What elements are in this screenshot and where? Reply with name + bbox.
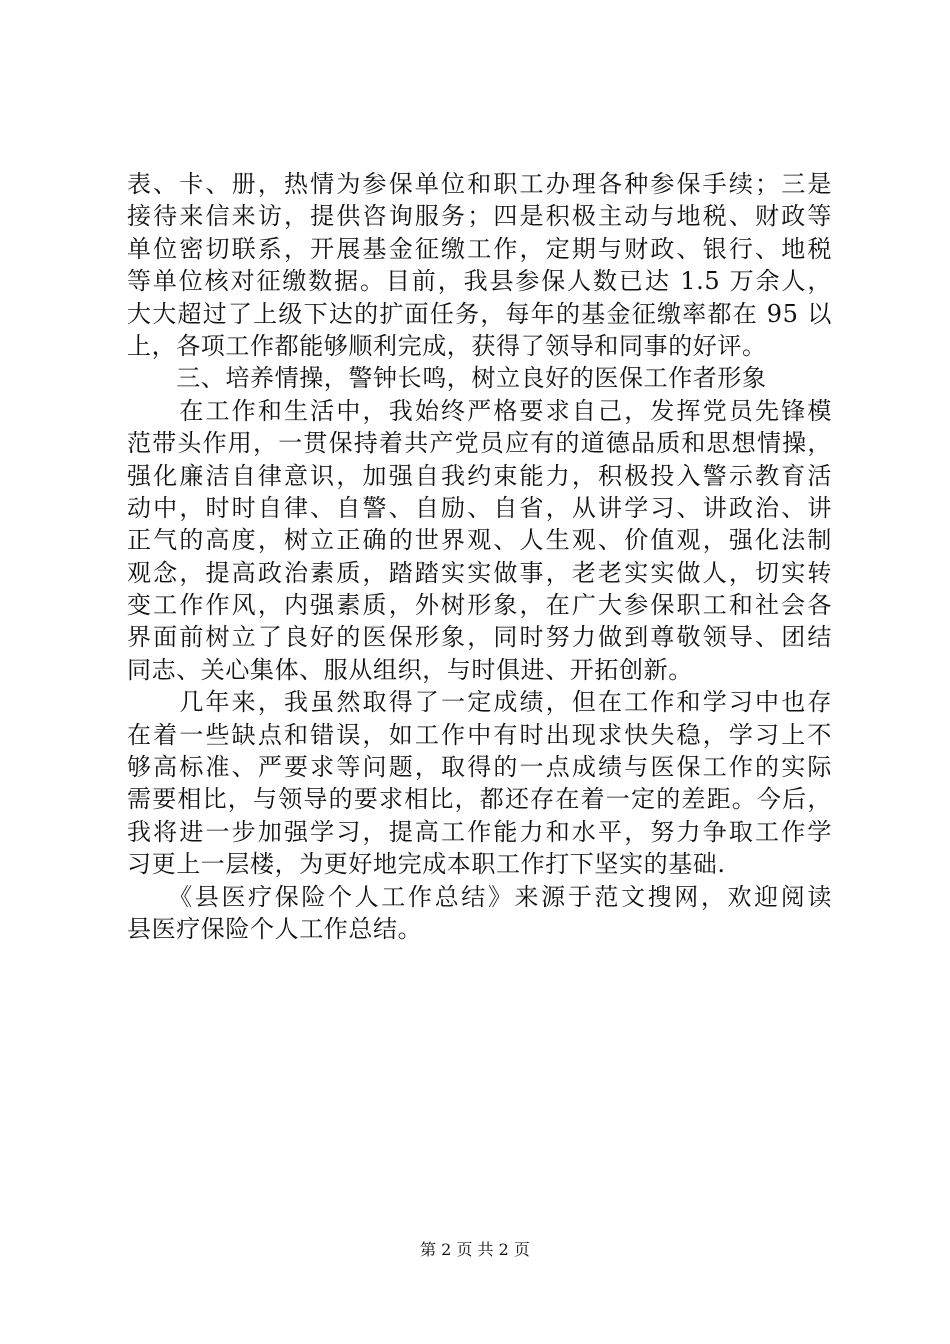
text-line: 够高标准、严要求等问题，取得的一点成绩与医保工作的实际 (127, 753, 832, 782)
document-body (127, 168, 832, 945)
text-line: 接待来信来访，提供咨询服务；四是积极主动与地税、财政等 (127, 202, 832, 231)
text-line: 变工作作风，内强素质，外树形象，在广大参保职工和社会各 (127, 591, 832, 620)
text-line: 习更上一层楼，为更好地完成本职工作打下坚实的基础. (127, 850, 726, 879)
text-line: 在工作和生活中，我始终严格要求自己，发挥党员先锋模 (127, 396, 832, 425)
text-line: 我将进一步加强学习，提高工作能力和水平，努力争取工作学 (127, 817, 832, 846)
page-footer: 第 2 页 共 2 页 (420, 1240, 530, 1259)
text-line: 大大超过了上级下达的扩面任务，每年的基金征缴率都在 95 以 (127, 299, 832, 328)
text-line: 界面前树立了良好的医保形象，同时努力做到尊敬领导、团结 (127, 623, 832, 652)
text-line: 等单位核对征缴数据。目前，我县参保人数已达 1.5 万余人， (127, 267, 832, 296)
text-line: 正气的高度，树立正确的世界观、人生观、价值观，强化法制 (127, 526, 832, 555)
text-line: 观念，提高政治素质，踏踏实实做事，老老实实做人，切实转 (127, 558, 832, 587)
text-line: 三、培养情操，警钟长鸣，树立良好的医保工作者形象 (127, 364, 767, 393)
text-line: 在着一些缺点和错误，如工作中有时出现求快失稳，学习上不 (127, 720, 832, 749)
text-line: 范带头作用，一贯保持着共产党员应有的道德品质和思想情操， (127, 429, 832, 458)
text-line: 需要相比，与领导的要求相比，都还存在着一定的差距。今后， (127, 785, 832, 814)
text-line: 表、卡、册，热情为参保单位和职工办理各种参保手续；三是 (127, 170, 832, 198)
text-line: 几年来，我虽然取得了一定成绩，但在工作和学习中也存 (127, 688, 832, 717)
text-line: 《县医疗保险个人工作总结》来源于范文搜网，欢迎阅读 (127, 882, 832, 911)
text-line: 上，各项工作都能够顺利完成，获得了领导和同事的好评。 (127, 331, 767, 360)
text-line: 同志、关心集体、服从组织，与时俱进、开拓创新。 (127, 655, 693, 684)
text-line: 单位密切联系，开展基金征缴工作，定期与财政、银行、地税 (127, 234, 832, 263)
text-line: 强化廉洁自律意识，加强自我约束能力，积极投入警示教育活 (127, 461, 832, 490)
text-line: 动中，时时自律、自警、自励、自省，从讲学习、讲政治、讲 (127, 493, 832, 522)
text-line: 县医疗保险个人工作总结。 (127, 914, 423, 943)
